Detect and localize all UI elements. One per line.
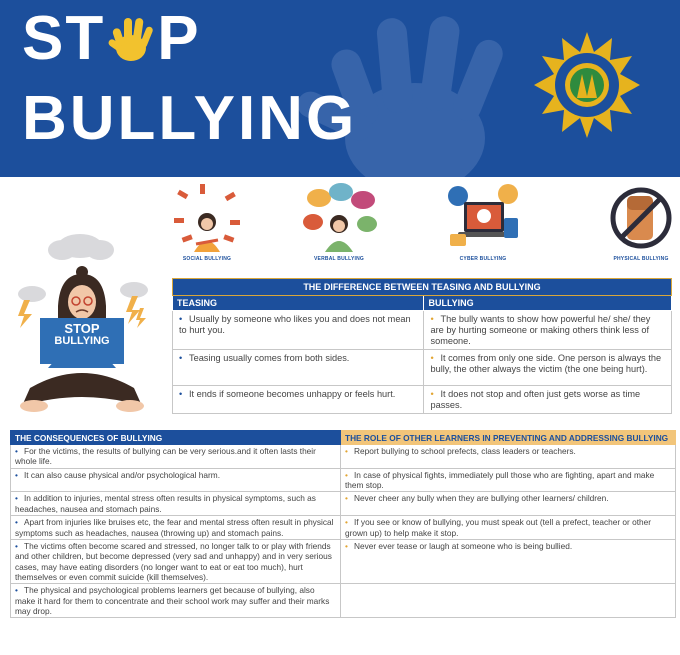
title-bullying: BULLYING — [22, 84, 358, 153]
consequence-cell: • The victims often become scared and stressed, no longer talk to or play with friends and other children, but become depressed (very sad and unhappy) and in very serious cases, may have eating disorders (no longer want to eat or eat too much), hurt themselves or even commit suicide (kill themselves). — [11, 539, 341, 583]
role-cell: • Report bullying to school prefects, class leaders or teachers. — [341, 445, 676, 469]
verbal-bullying-label: VERBAL BULLYING — [314, 256, 364, 262]
bullying-types-row — [160, 180, 680, 270]
consequences-role-table — [10, 430, 676, 618]
social-bullying-label: SOCIAL BULLYING — [182, 256, 232, 262]
title-stop: ST P — [22, 4, 201, 73]
bullying-header: BULLYING — [424, 296, 672, 311]
consequence-cell: • It can also cause physical and/or psychological harm. — [11, 468, 341, 492]
table-row — [11, 516, 676, 540]
consequence-cell: • Apart from injuries like bruises etc, the fear and mental stress often result in physical symptoms such as headaches, nausea (throwing up) and stomach pains. — [11, 516, 341, 540]
table-row — [11, 539, 676, 583]
difference-table — [172, 278, 672, 414]
consequence-cell: • In addition to injuries, mental stress often results in physical symptoms, such as headaches, nausea and stomach pains. — [11, 492, 341, 516]
teasing-header: TEASING — [173, 296, 424, 311]
physical-bullying-icon — [605, 182, 677, 254]
physical-bullying-item — [596, 182, 680, 262]
table-row — [173, 386, 672, 414]
girl-sign-text — [40, 322, 124, 347]
role-cell — [341, 584, 676, 618]
table-row — [11, 584, 676, 618]
teasing-cell: • Teasing usually comes from both sides. — [173, 350, 424, 386]
cyber-bullying-label: CYBER BULLYING — [459, 256, 507, 262]
header-banner — [0, 0, 680, 177]
role-cell: • Never cheer any bully when they are bullying other learners/ children. — [341, 492, 676, 516]
bullying-cell: • It comes from only one side. One person is always the bully, the other always the victim (the one being hurt). — [424, 350, 672, 386]
table-row — [173, 350, 672, 386]
girl-sign-line2: BULLYING — [54, 334, 110, 347]
role-cell: • If you see or know of bullying, you must speak out (tell a prefect, teacher or other grown up) to help make it stop. — [341, 516, 676, 540]
difference-title: THE DIFFERENCE BETWEEN TEASING AND BULLYING — [173, 279, 672, 296]
role-cell: • Never ever tease or laugh at someone who is being bullied. — [341, 539, 676, 583]
social-bullying-item — [162, 182, 252, 262]
social-bullying-icon — [170, 182, 244, 254]
girl-sign-line1: STOP — [64, 321, 100, 336]
teasing-cell: • Usually by someone who likes you and does not mean to hurt you. — [173, 311, 424, 350]
role-cell: • In case of physical fights, immediately pull those who are fighting, apart and make them stop. — [341, 468, 676, 492]
yellow-hand-icon — [105, 14, 157, 64]
teasing-cell: • It ends if someone becomes unhappy or feels hurt. — [173, 386, 424, 414]
consequence-cell: • The physical and psychological problems learners get because of bullying, also make it hard for them to concentrate and their school work may suffer and their marks may drop. — [11, 584, 341, 618]
saps-badge-icon — [532, 30, 642, 140]
table-row — [11, 468, 676, 492]
table-row — [11, 492, 676, 516]
role-header: THE ROLE OF OTHER LEARNERS IN PREVENTING AND ADDRESSING BULLYING — [341, 431, 676, 445]
verbal-bullying-item — [294, 182, 384, 262]
cyber-bullying-item — [438, 182, 528, 262]
bullying-cell: • It does not stop and often just gets worse as time passes. — [424, 386, 672, 414]
cyber-bullying-icon — [442, 182, 524, 254]
bullying-cell: • The bully wants to show how powerful he/ she/ they are by hurting someone or making others think less of someone. — [424, 311, 672, 350]
consequence-cell: • For the victims, the results of bullying can be very serious.and it often lasts their whole life. — [11, 445, 341, 469]
physical-bullying-label: PHYSICAL BULLYING — [613, 256, 669, 262]
table-row — [11, 445, 676, 469]
consequences-header: THE CONSEQUENCES OF BULLYING — [11, 431, 341, 445]
verbal-bullying-icon — [299, 182, 379, 254]
table-row — [173, 311, 672, 350]
